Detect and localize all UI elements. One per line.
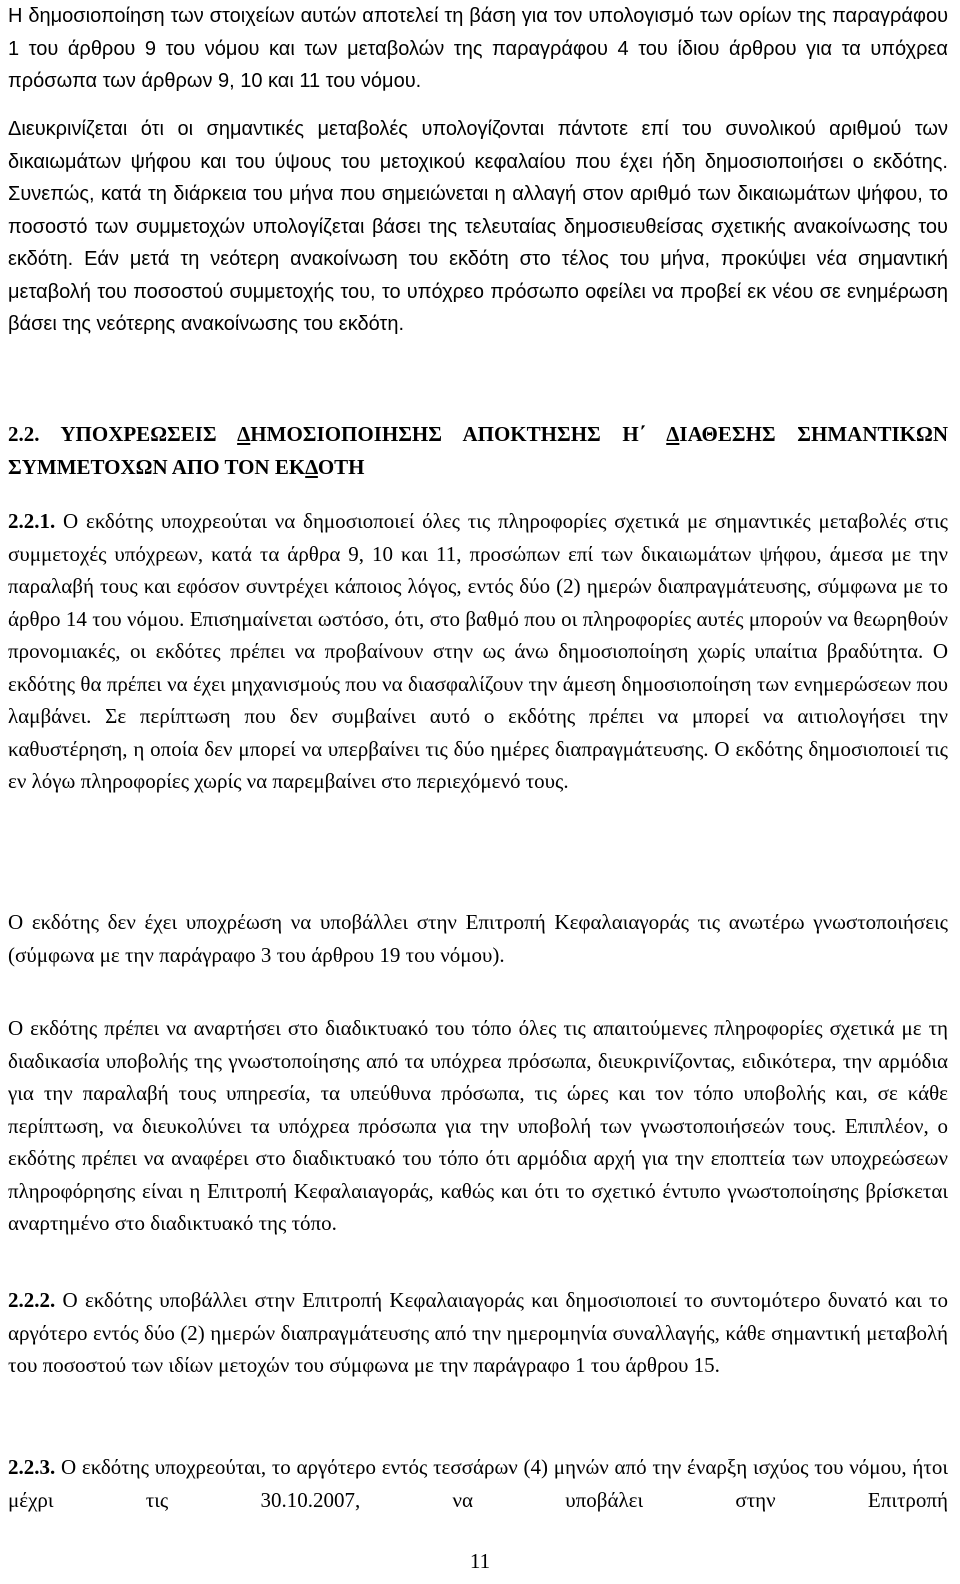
section-2-2-1-paragraph: [8, 505, 948, 798]
section-2-2-2-number: 2.2.2.: [8, 1288, 56, 1312]
clarification-text-b: Συνεπώς, κατά τη διάρκεια του μήνα που σημειώνεται η αλλαγή στον αριθμό των δικαιωμάτων ψήφου, το ποσοστό των συμμετοχών υπολογίζεται βάσει της τελευταίας δημοσιευθείσας σχετικής ανακοίνωσης του εκδότη. Εάν μετά τη νεότερη ανακοίνωση του εκδότη στο τέλος του μήνα, προκύψει νέα σημαντική μεταβολή του ποσοστού συμμετοχής του, το υπόχρεο πρόσωπο οφείλει να προβεί εκ νέου σε ενημέρωση βάσει της νεότερης ανακοίνωσης του εκδότη.: [8, 183, 948, 335]
section-2-2-3-paragraph: [8, 1451, 948, 1516]
section-2-2-3-text: Ο εκδότης υποχρεούται, το αργότερο εντός τεσσάρων (4) μηνών από την έναρξη ισχύος του νόμου, ήτοι μέχρι τις 30.10.2007, να υποβάλει στην Επιτροπή: [8, 1455, 948, 1512]
section-heading-part-3: ΙΑΘΕΣΗΣ ΣΗΜΑΝΤΙΚΩΝ ΣΥΜΜΕΤΟΧΩΝ ΑΠΟ ΤΟΝ ΕΚ: [8, 422, 948, 479]
section-heading-underlined-2: Δ: [666, 422, 680, 446]
section-2-2-1-text-b: Επισημαίνεται ωστόσο, ότι, στο βαθμό που οι πληροφορίες αυτές μπορούν να θεωρηθούν προνομιακές, οι εκδότες πρέπει να προβαίνουν στην ως άνω δημοσιοποίηση χωρίς υπαίτια βραδύτητα. Ο εκδότης θα πρέπει να έχει μηχανισμούς που να διασφαλίζουν την άμεση δημοσιοποίηση των ενημερώσεων που λαμβάνει. Σε περίπτωση που δεν συμβαίνει αυτό ο εκδότης πρέπει να μπορεί να αιτιολογήσει την καθυστέρηση, η οποία δεν μπορεί να υπερβαίνει τις δύο ημέρες διαπραγμάτευσης. Ο εκδότης δημοσιοποιεί τις εν λόγω πληροφορίες χωρίς να παρεμβαίνει στο περιεχόμενό τους.: [8, 606, 948, 793]
section-2-2-3-number: 2.2.3.: [8, 1455, 56, 1479]
section-heading-underlined-1: Δ: [237, 422, 251, 446]
clarification-paragraph: [8, 113, 948, 341]
section-heading-part-4: ΟΤΗ: [317, 454, 365, 479]
section-2-2-2-paragraph: [8, 1284, 948, 1382]
section-2-2-2-text: Ο εκδότης υποβάλλει στην Επιτροπή Κεφαλαιαγοράς και δημοσιοποιεί το συντομότερο δυνατό και το αργότερο εντός δύο (2) ημερών διαπραγμάτευσης από την ημερομηνία συναλλαγής, κάθε σημαντική μεταβολή του ποσοστού των ιδίων μετοχών του σύμφωνα με την παράγραφο 1 του άρθρου 15.: [8, 1288, 948, 1377]
section-heading-number: 2.2.: [8, 422, 40, 446]
section-2-2-1-number: 2.2.1.: [8, 509, 56, 533]
page-number: 11: [469, 1549, 491, 1573]
section-heading: [8, 418, 948, 483]
section-heading-part-1: ΥΠΟΧΡΕΩΣΕΙΣ: [60, 422, 238, 446]
clarification-text-a: Διευκρινίζεται ότι οι σημαντικές μεταβολές υπολογίζονται πάντοτε επί του συνολικού αριθμού των δικαιωμάτων ψήφου και του ύψους του μετοχικού κεφαλαίου που έχει ήδη δημοσιοποιήσει ο εκδότης.: [8, 118, 948, 173]
no-submission-paragraph: Ο εκδότης δεν έχει υποχρέωση να υποβάλλει στην Επιτροπή Κεφαλαιαγοράς τις ανωτέρω γνωστοποιήσεις (σύμφωνα με την παράγραφο 3 του άρθρου 19 του νόμου).: [8, 910, 948, 967]
section-2-2-1-text-a: Ο εκδότης υποχρεούται να δημοσιοποιεί όλες τις πληροφορίες σχετικά με σημαντικές μεταβολές στις συμμετοχές υπόχρεων, κατά τα άρθρα 9, 10 και 11, προσώπων επί των δικαιωμάτων ψήφου, άμεσα με την παραλαβή τους και εφόσον συντρέχει κάποιος λόγος, εντός δύο (2) ημερών διαπραγμάτευσης, σύμφωνα με το άρθρο 14 του νόμου.: [8, 509, 948, 631]
section-heading-underlined-3: Δ: [305, 454, 318, 479]
website-paragraph: Ο εκδότης πρέπει να αναρτήσει στο διαδικτυακό του τόπο όλες τις απαιτούμενες πληροφορίες σχετικά με τη διαδικασία υποβολής της γνωστοποίησης από τα υπόχρεα πρόσωπα, διευκρινίζοντας, ειδικότερα, την αρμόδια για την παραλαβή τους υπηρεσία, τα υπεύθυνα πρόσωπα, τις ώρες και τον τόπο υποβολής και, σε κάθε περίπτωση, να διευκολύνει τα υπόχρεα πρόσωπα για την υποβολή των γνωστοποιήσεών τους. Επιπλέον, ο εκδότης πρέπει να αναφέρει στο διαδικτυακό του τόπο ότι αρμόδια αρχή για την εποπτεία των υποχρεώσεων πληροφόρησης είναι η Επιτροπή Κεφαλαιαγοράς, καθώς και ότι το σχετικό έντυπο γνωστοποίησης βρίσκεται αναρτημένο στο διαδικτυακό της τόπο.: [8, 1016, 948, 1235]
section-heading-part-2: ΗΜΟΣΙΟΠΟΙΗΣΗΣ ΑΠΟΚΤΗΣΗΣ Η΄: [250, 422, 667, 446]
intro-paragraph: Η δημοσιοποίηση των στοιχείων αυτών αποτελεί τη βάση για τον υπολογισμό των ορίων της παραγράφου 1 του άρθρου 9 του νόμου και των μεταβολών της παραγράφου 4 του ίδιου άρθρου για τα υπόχρεα πρόσωπα των άρθρων 9, 10 και 11 του νόμου.: [8, 5, 948, 92]
